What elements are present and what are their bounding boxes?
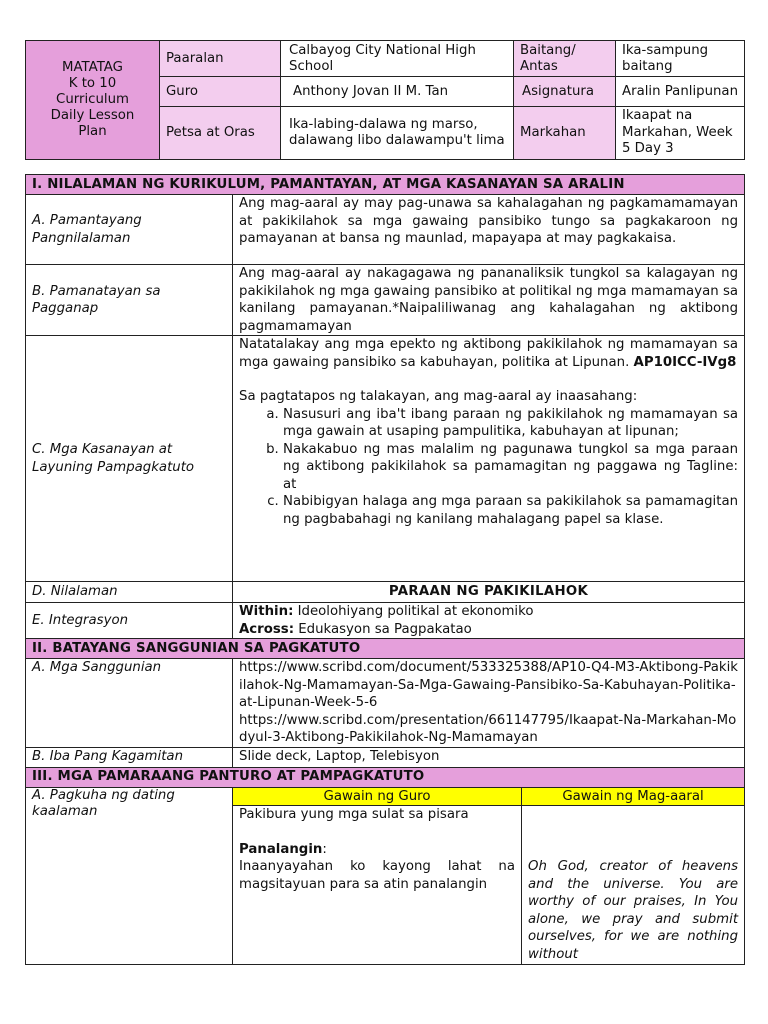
prayer-label: Panalangin xyxy=(239,841,323,857)
across-label: Across: xyxy=(239,621,295,637)
grade-label: Baitang/ Antas xyxy=(514,41,616,77)
competencies-intro: Natatalakay ang mga epekto ng aktibong pakikilahok ng mamamayan sa mga gawaing pansibiko sa kabuhayan, politika at Lipunan. xyxy=(239,337,739,370)
section2-title: II. BATAYANG SANGGUNIAN SA PAGKATUTO xyxy=(26,639,745,659)
objective-item: b. Nakakabuo ng mas malalim ng pagunawa tungkol sa mga paraan ng aktibong pakikilahok sa pamamagitan ng paggawa ng Tagline: at xyxy=(283,441,738,494)
content-label: D. Nilalaman xyxy=(26,582,233,603)
materials-text: Slide deck, Laptop, Telebisyon xyxy=(233,747,745,767)
content-standard-text: Ang mag-aaral ay may pag-unawa sa kahalagahan ng pagkamamamayan at pakikilahok sa mga gawaing pansibiko tungo sa pagkakaroon ng pamayanan at bansa ng maunlad, mapayapa at may pagkakaisa. xyxy=(233,195,745,265)
objectives-list xyxy=(239,406,738,529)
references-cell xyxy=(233,659,745,748)
within-label: Within: xyxy=(239,604,294,619)
performance-standard-label: B. Pamanatayan sa Pagganap xyxy=(26,265,233,336)
quarter-value: Ikaapat na Markahan, Week 5 Day 3 xyxy=(616,107,745,160)
section3-header xyxy=(26,767,745,787)
reference-link[interactable]: https://www.scribd.com/presentation/661147795/Ikaapat-Na-Markahan-Modyul-3-Aktibong-Pakikilahok-Ng-Mamamayan xyxy=(239,712,737,745)
row-pamantayan-pagganap xyxy=(26,265,745,336)
performance-standard-text: Ang mag-aaral ay nakagagawa ng pananaliksik tungkol sa kalagayan ng pakikilahok ng mga gawaing pansibiko at politikal ng mga mamamayan sa kanilang pamayanan.*Naipaliliwanag ang kahalagahan ng aktibong pagmamamayan xyxy=(233,265,745,336)
content-standard-label: A. Pamantayang Pangnilalaman xyxy=(26,195,233,265)
school-value: Calbayog City National High School xyxy=(281,41,514,77)
references-label: A. Mga Sanggunian xyxy=(26,659,233,748)
date-label: Petsa at Oras xyxy=(160,107,281,160)
date-value: Ika-labing-dalawa ng marso, dalawang libo dalawampu't lima xyxy=(281,107,514,160)
row-integrasyon xyxy=(26,603,745,639)
prayer-invitation: Inaanyayahan ko kayong lahat na magsitayuan para sa atin panalangin xyxy=(239,859,515,892)
integration-cell xyxy=(233,603,745,639)
matatag-logo-cell xyxy=(26,41,160,160)
reference-link[interactable]: https://www.scribd.com/document/533325388/AP10-Q4-M3-Aktibong-Pakikilahok-Ng-Mamamayan-Sa-Mga-Gawaing-Pansibiko-Sa-Kabuhayan-Politika-at-Lipunan-Week-5-6 xyxy=(239,660,738,710)
content-title: PARAAN NG PAKIKILAHOK xyxy=(233,582,745,603)
row-sanggunian xyxy=(26,659,745,748)
student-activity-cell xyxy=(522,806,745,965)
teacher-label: Guro xyxy=(160,77,281,107)
row-nilalaman xyxy=(26,582,745,603)
competency-code: AP10ICC-IVg8 xyxy=(633,354,737,370)
teacher-activity-cell xyxy=(233,806,522,965)
row-kagamitan xyxy=(26,747,745,767)
subject-label: Asignatura xyxy=(514,77,616,107)
quarter-label: Markahan xyxy=(514,107,616,160)
school-label: Paaralan xyxy=(160,41,281,77)
matatag-label: MATATAG K to 10 Curriculum Daily Lesson Plan xyxy=(50,60,135,139)
lesson-plan-main-table xyxy=(25,174,745,965)
prayer-heading xyxy=(239,841,515,859)
section3-title: III. MGA PAMARAANG PANTURO AT PAMPAGKATUTO xyxy=(26,767,745,787)
integration-label: E. Integrasyon xyxy=(26,603,233,639)
section2-header xyxy=(26,639,745,659)
objectives-intro: Sa pagtatapos ng talakayan, ang mag-aaral ay inaasahang: xyxy=(239,389,638,404)
grade-value: Ika-sampung baitang xyxy=(616,41,745,77)
section1-header xyxy=(26,175,745,195)
lesson-plan-header-table xyxy=(25,40,745,160)
prior-knowledge-label: A. Pagkuha ng dating kaalaman xyxy=(26,787,233,965)
materials-label: B. Iba Pang Kagamitan xyxy=(26,747,233,767)
objective-item: c. Nabibigyan halaga ang mga paraan sa pakikilahok sa pamamagitan ng pagbabahagi ng kanilang mahalagang papel sa klase. xyxy=(283,493,738,528)
teacher-instruction: Pakibura yung mga sulat sa pisara xyxy=(239,807,469,822)
competencies-intro-paragraph xyxy=(239,336,738,371)
prayer-colon: : xyxy=(322,841,327,857)
across-text: Edukasyon sa Pagpakatao xyxy=(298,621,472,637)
teacher-value: Anthony Jovan II M. Tan xyxy=(281,77,514,107)
row-kasanayan xyxy=(26,336,745,582)
within-text: Ideolohiyang politikal at ekonomiko xyxy=(297,604,534,619)
competencies-label: C. Mga Kasanayan at Layuning Pampagkatuto xyxy=(26,336,233,582)
row-pamantayang-pangnilalaman xyxy=(26,195,745,265)
student-activity-header: Gawain ng Mag-aaral xyxy=(522,787,745,806)
row-activity-headers xyxy=(26,787,745,806)
objective-item: a. Nasusuri ang iba't ibang paraan ng pakikilahok ng mamamayan sa mga gawain at usaping pampulitika, kabuhayan at lipunan; xyxy=(283,406,738,441)
subject-value: Aralin Panlipunan xyxy=(616,77,745,107)
teacher-activity-header: Gawain ng Guro xyxy=(233,787,522,806)
section1-title: I. NILALAMAN NG KURIKULUM, PAMANTAYAN, AT MGA KASANAYAN SA ARALIN xyxy=(26,175,745,195)
competencies-cell xyxy=(233,336,745,582)
student-prayer: Oh God, creator of heavens and the universe. You are worthy of our praises, In You alone, we pray and submit ourselves, for we are nothing without xyxy=(528,859,739,962)
